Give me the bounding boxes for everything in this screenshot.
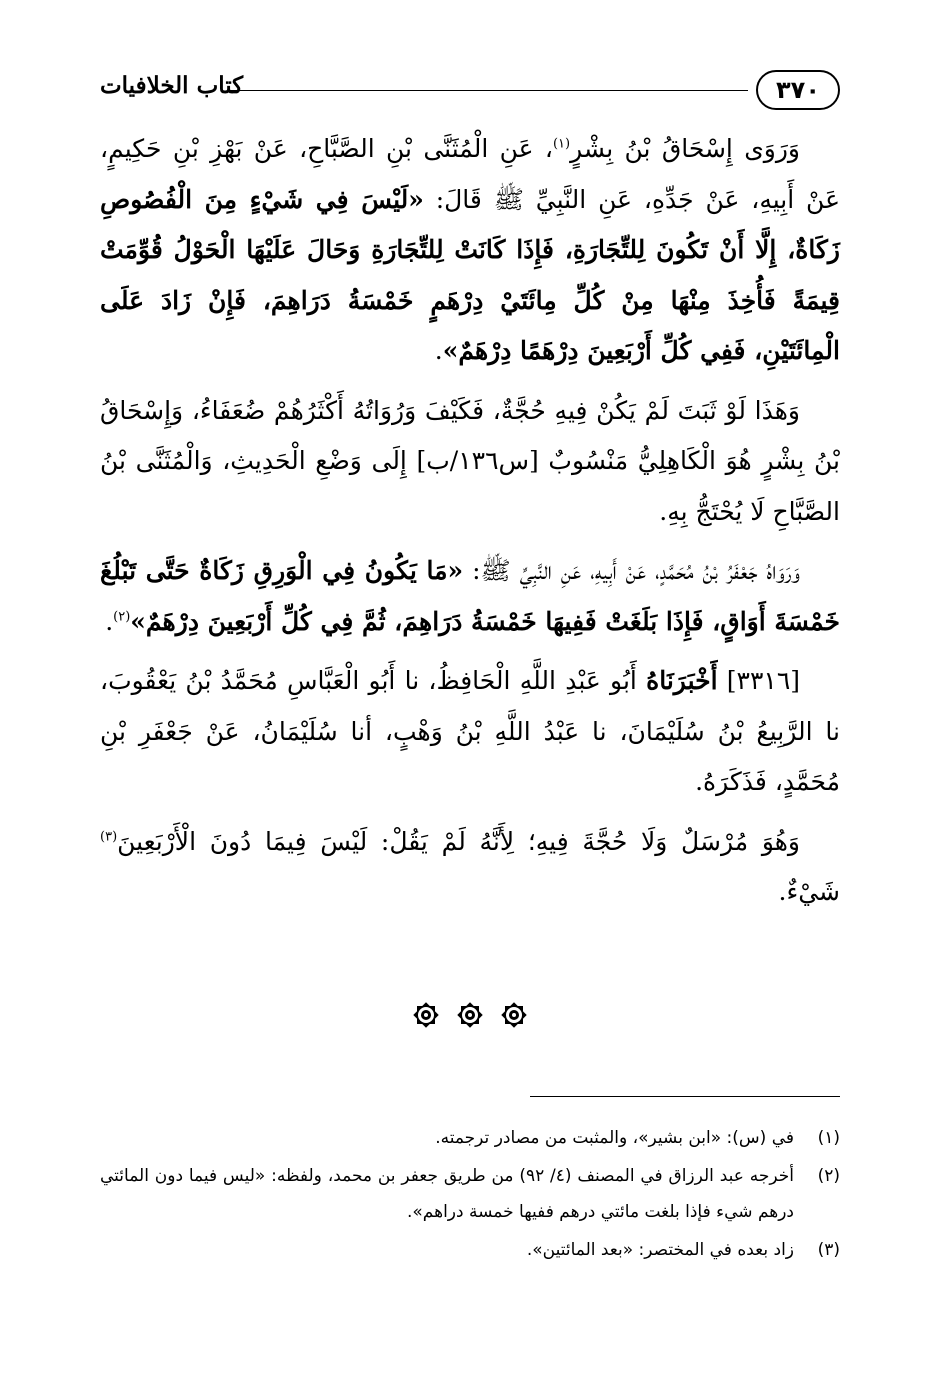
paragraph [100,546,840,647]
text-segment: أَبُو عَبْدِ اللَّهِ الْحَافِظُ، نا أَبُو الْعَبَّاسِ مُحَمَّدُ بْنُ يَعْقُوبَ، نا الرَّبِيعُ بْنُ سُلَيْمَانَ، نا عَبْدُ اللَّهِ بْنُ وَهْبٍ، أنا سُلَيْمَانُ، عَنْ جَعْفَرِ بْنِ مُحَمَّدٍ، فَذَكَرَهُ. [100,666,840,796]
section-separator [0,995,940,1035]
footnote-item [100,1120,840,1156]
page-number: ٣٧٠ [756,70,840,110]
text-segment: ، عَنِ الْمُثَنَّى بْنِ الصَّبَّاحِ، عَنْ بَهْزِ بْنِ حَكِيمٍ، عَنْ أَبِيهِ، عَنْ جَدِّهِ، عَنِ النَّبِيِّ ﷺ قَالَ: [100,134,840,214]
footnote-number: (٢) [817,1166,840,1186]
footnote-number: (١) [817,1128,840,1148]
paragraph [100,124,840,377]
footnote-number: (٣) [817,1240,840,1260]
hadith-text: «لَيْسَ فِي شَيْءٍ مِنَ الْفُصُوصِ زَكَاةٌ، إِلَّا أَنْ تَكُونَ لِلتِّجَارَةِ، فَإِذَا كَانَتْ لِلتِّجَارَةِ وَحَالَ عَلَيْهَا الْحَوْلُ قُوِّمَتْ قِيمَةً فَأُخِذَ مِنْهَا مِنْ كُلِّ مِائَتَيْ دِرْهَمٍ خَمْسَةُ دَرَاهِمَ، فَإِنْ زَادَ عَلَى الْمِائَتَيْنِ، فَفِي كُلِّ أَرْبَعِينَ دِرْهَمًا دِرْهَمٌ» [100,184,840,365]
paragraph [100,817,840,918]
paragraph [100,386,840,538]
footnote-ref: (١) [552,136,571,152]
main-text [100,124,840,927]
rosette-ornament-icon [411,1000,441,1030]
rosette-ornament-icon [455,1000,485,1030]
text-segment: شَيْءٌ. [778,877,840,906]
footnote-text: أخرجه عبد الرزاق في المصنف (٤/ ٩٢) من طريق جعفر بن محمد، ولفظه: «ليس فيما دون المائتي درهم شيء فإذا بلغت مائتي درهم ففيها خمسة دراهم». [100,1166,794,1222]
text-segment: وَهَذَا لَوْ ثَبَتَ لَمْ يَكُنْ فِيهِ حُجَّةٌ، فَكَيْفَ وَرُوَاتُهُ أَكْثَرُهُمْ ضُعَفَاءُ، وَإِسْحَاقُ بْنُ بِشْرٍ هُوَ الْكَاهِلِيُّ مَنْسُوبٌ [س١٣٦/ب] إِلَى وَضْعِ الْحَدِيثِ، وَالْمُثَنَّى بْنُ الصَّبَّاحِ لَا يُحْتَجُّ بِهِ. [100,395,840,526]
footnote-ref: (٢) [113,609,131,625]
rosette-ornament-icon [499,1000,529,1030]
text-segment: [٣٣١٦] [717,666,801,695]
text-segment: وَرَوَاهُ جَعْفَرُ بْنُ مُحَمَّدٍ، عَنْ أَبِيهِ، عَنِ النَّبِيِّ ﷺ: [463,556,800,585]
paragraph [100,656,840,808]
header-rule [230,90,748,91]
text-segment: وَهُوَ مُرْسَلٌ وَلَا حُجَّةَ فِيهِ؛ لِأَنَّهُ لَمْ يَقُلْ: لَيْسَ فِيمَا دُونَ الْأَرْبَعِينَ [117,826,800,856]
footnote-rule [530,1096,840,1097]
text-segment: وَرَوَى إِسْحَاقُ بْنُ بِشْرٍ [570,134,800,163]
footnote-item [100,1158,840,1230]
book-title: كتاب الخلافيات [100,72,244,99]
hadith-text: أَخْبَرَنَاهُ [646,666,718,695]
footnote-text: في (س): «ابن بشير»، والمثبت من مصادر ترجمته. [435,1128,794,1148]
footnote-ref: (٣) [100,829,118,845]
hadith-text: «مَا يَكُونُ فِي الْوَرِقِ زَكَاةٌ حَتَّى تَبْلُغَ خَمْسَةَ أَوَاقٍ، فَإِذَا بَلَغَتْ فَفِيهَا خَمْسَةُ دَرَاهِمَ، ثُمَّ فِي كُلِّ أَرْبَعِينَ دِرْهَمٌ» [100,556,840,636]
footnote-item [100,1232,840,1268]
text-segment: . [105,606,114,636]
page-header [100,68,840,118]
text-segment: . [434,336,443,365]
footnotes [100,1120,840,1270]
footnote-text: زاد بعده في المختصر: «بعد المائتين». [526,1240,794,1260]
